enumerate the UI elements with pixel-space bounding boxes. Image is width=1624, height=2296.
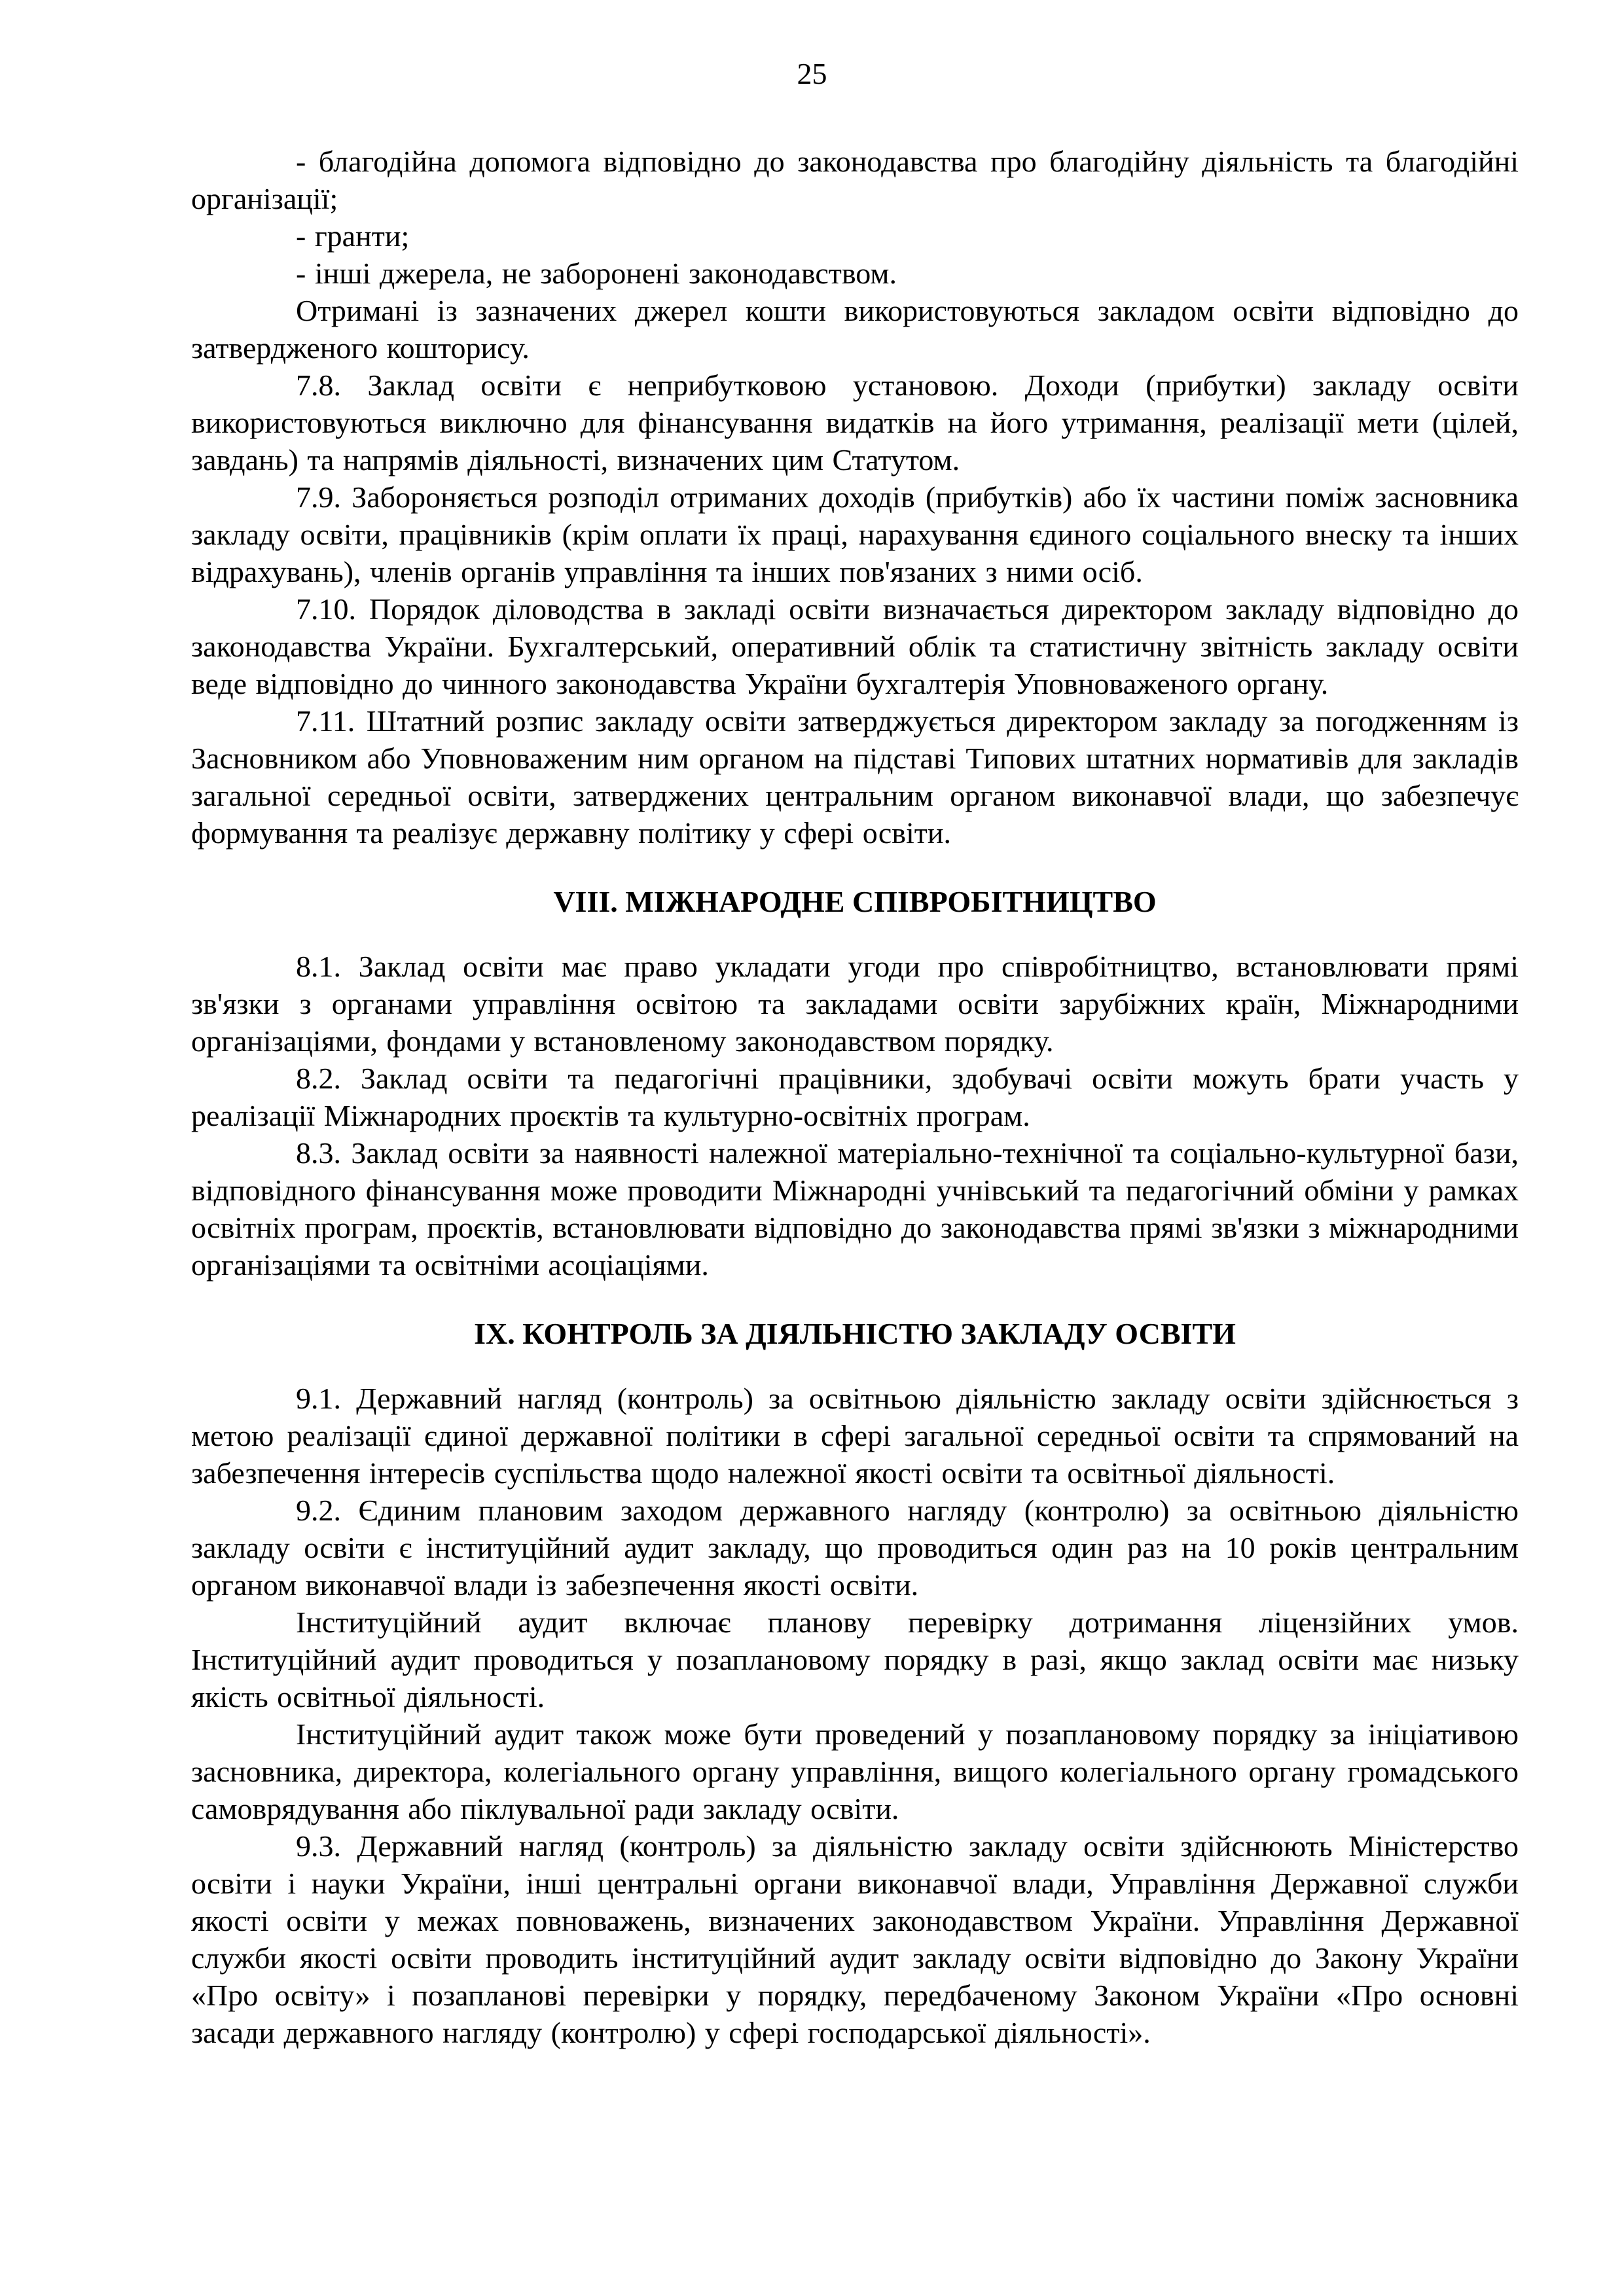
paragraph-8-2: 8.2. Заклад освіти та педагогічні працівники, здобувачі освіти можуть брати участь у реалізації Міжнародних проєктів та культурно-освітніх програм. [191, 1062, 1519, 1132]
list-item-charity: - благодійна допомога відповідно до законодавства про благодійну діяльність та благодійні організації; [191, 145, 1519, 215]
list-item-other-sources: - інші джерела, не заборонені законодавством. [296, 257, 897, 290]
section-heading-ix: IX. КОНТРОЛЬ ЗА ДІЯЛЬНІСТЮ ЗАКЛАДУ ОСВІТИ [474, 1317, 1236, 1350]
paragraph-institutional-audit-unplanned: Інституційний аудит також може бути проведений у позаплановому порядку за ініціативою засновника, директора, колегіального органу управління, вищого колегіального органу громадського самоврядування або піклувальної ради закладу освіти. [191, 1717, 1519, 1825]
paragraph-funds-usage: Отримані із зазначених джерел кошти використовуються закладом освіти відповідно до затвердженого кошторису. [191, 294, 1519, 365]
paragraph-9-3: 9.3. Державний нагляд (контроль) за діяльністю закладу освіти здійснюють Міністерство освіти і науки України, інші центральні органи виконавчої влади, Управління Державної служби якості освіти у межах повноважень, визначених законодавством України. Управління Державної служби якості освіти проводить інституційний аудит закладу освіти відповідно до Закону України «Про освіту» і позапланові перевірки у порядку, передбаченому Законом України «Про основні засади державного нагляду (контролю) у сфері господарської діяльності». [191, 1829, 1519, 2049]
paragraph-9-2: 9.2. Єдиним плановим заходом державного нагляду (контролю) за освітньою діяльністю закладу освіти є інституційний аудит закладу, що проводиться один раз на 10 років центральним органом виконавчої влади із забезпечення якості освіти. [191, 1494, 1519, 1602]
paragraph-7-9: 7.9. Забороняється розподіл отриманих доходів (прибутків) або їх частини поміж засновника закладу освіти, працівників (крім оплати їх праці, нарахування єдиного соціального внеску та інших відрахувань), членів органів управління та інших пов'язаних з ними осіб. [191, 480, 1519, 588]
paragraph-7-10: 7.10. Порядок діловодства в закладі освіти визначається директором закладу відповідно до законодавства України. Бухгалтерський, оперативний облік та статистичну звітність закладу освіти веде відповідно до чинного законодавства України бухгалтерія Уповноваженого органу. [191, 592, 1519, 700]
paragraph-institutional-audit-planned: Інституційний аудит включає планову перевірку дотримання ліцензійних умов. Інституційний аудит проводиться у позаплановому порядку в разі, якщо заклад освіти має низьку якість освітньої діяльності. [191, 1605, 1519, 1713]
paragraph-7-11: 7.11. Штатний розпис закладу освіти затверджується директором закладу за погодженням із Засновником або Уповноваженим ним органом на підставі Типових штатних нормативів для закладів загальної середньої освіти, затверджених центральним органом виконавчої влади, що забезпечує формування та реалізує державну політику у сфері освіти. [191, 704, 1519, 850]
document-body [191, 143, 1519, 2051]
paragraph-7-8: 7.8. Заклад освіти є неприбутковою установою. Доходи (прибутки) закладу освіти використовуються виключно для фінансування видатків на його утримання, реалізації мети (цілей, завдань) та напрямів діяльності, визначених цим Статутом. [191, 368, 1519, 476]
list-item-grants: - гранти; [296, 219, 410, 253]
page-number: 25 [797, 57, 827, 90]
paragraph-8-3: 8.3. Заклад освіти за наявності належної матеріально-технічної та соціально-культурної бази, відповідного фінансування може проводити Міжнародні учнівський та педагогічний обміни у рамках освітніх програм, проєктів, встановлювати відповідно до законодавства прямі зв'язки з міжнародними організаціями та освітніми асоціаціями. [191, 1136, 1519, 1282]
paragraph-9-1: 9.1. Державний нагляд (контроль) за освітньою діяльністю закладу освіти здійснюється з метою реалізації єдиної державної політики в сфері загальної середньої освіти та спрямований на забезпечення інтересів суспільства щодо належної якості освіти та освітньої діяльності. [191, 1382, 1519, 1490]
section-heading-viii: VIII. МІЖНАРОДНЕ СПІВРОБІТНИЦТВО [553, 885, 1157, 918]
paragraph-8-1: 8.1. Заклад освіти має право укладати угоди про співробітництво, встановлювати прямі зв'язки з органами управління освітою та закладами освіти зарубіжних країн, Міжнародними організаціями, фондами у встановленому законодавством порядку. [191, 950, 1519, 1058]
